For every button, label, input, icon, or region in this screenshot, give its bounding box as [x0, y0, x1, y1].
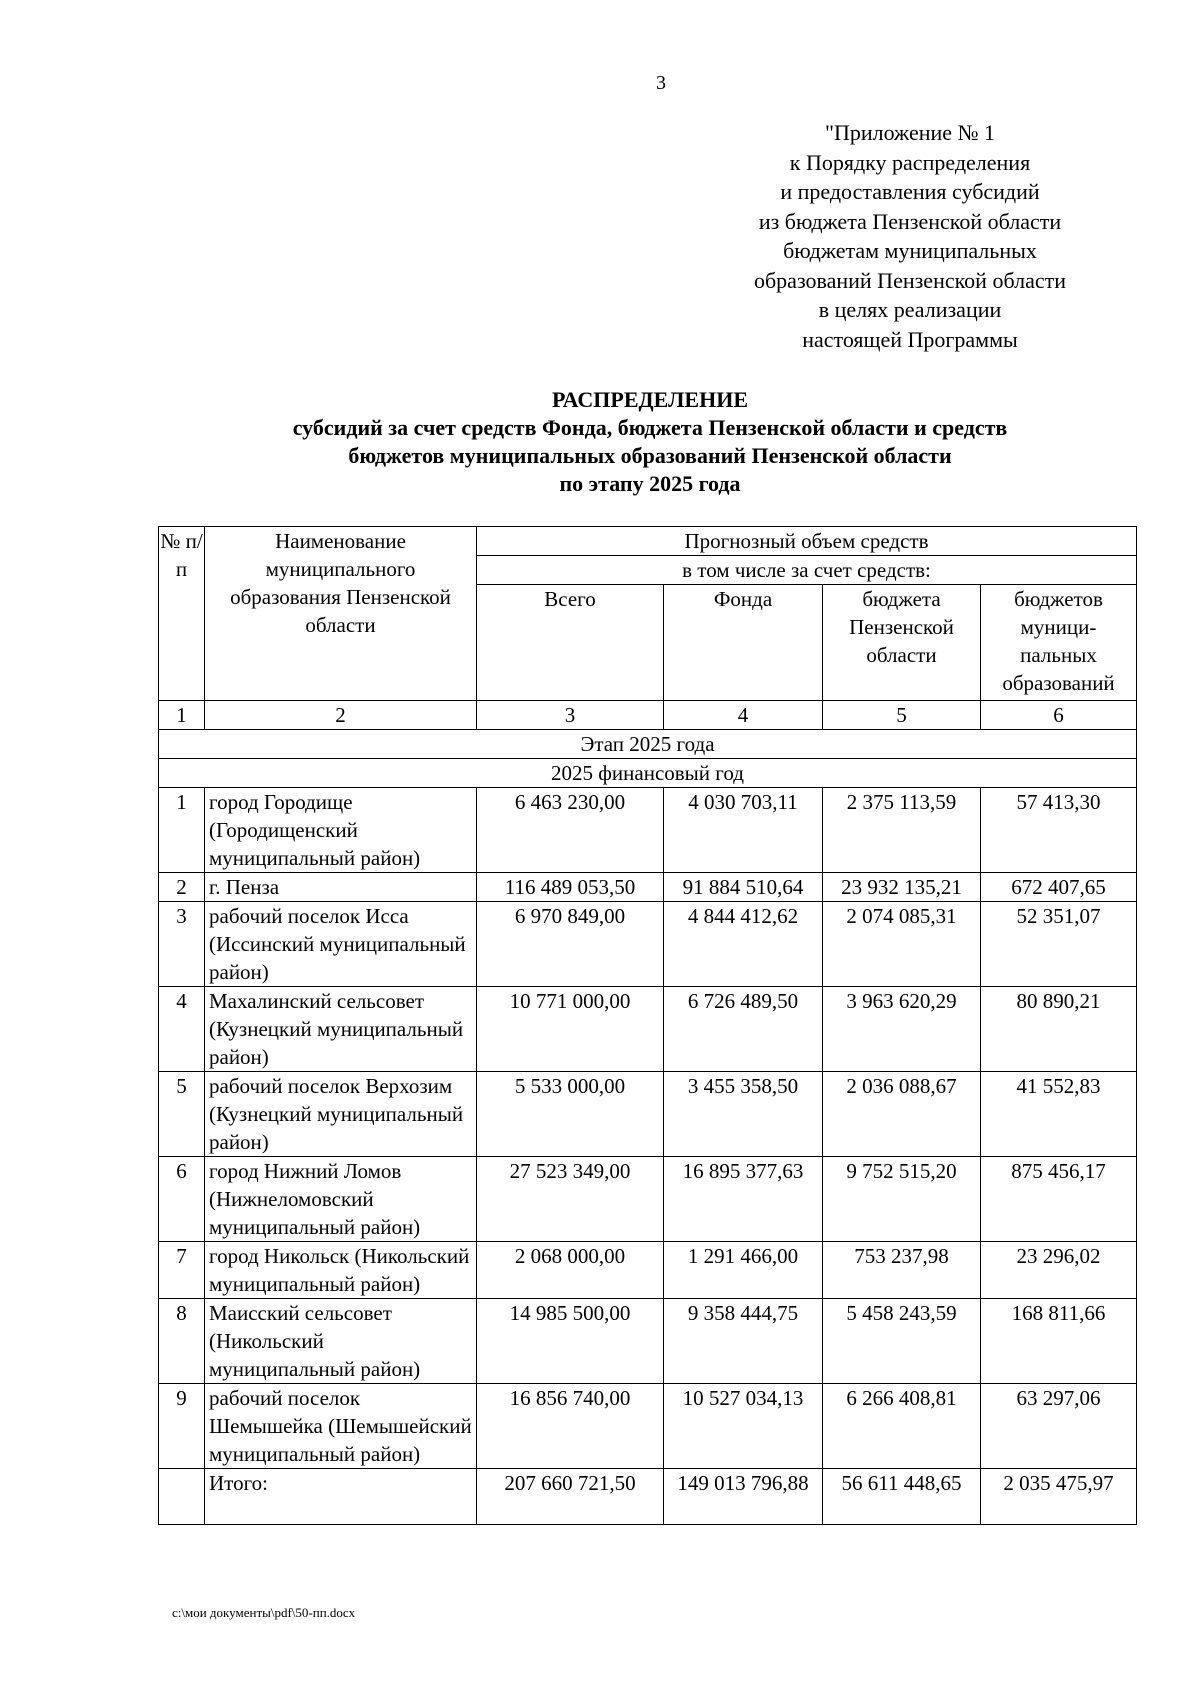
row-number: 3	[159, 902, 205, 987]
column-number: 4	[664, 701, 823, 730]
row-number: 7	[159, 1242, 205, 1299]
header-regional-budget: бюджета Пензенской области	[823, 585, 981, 701]
column-number: 3	[477, 701, 664, 730]
row-number: 6	[159, 1157, 205, 1242]
amount-fund: 91 884 510,64	[664, 873, 823, 902]
amount-municipal: 80 890,21	[981, 987, 1137, 1072]
document-title	[150, 386, 1150, 498]
annex-line: из бюджета Пензенской области	[758, 208, 1062, 234]
amount-regional: 9 752 515,20	[823, 1157, 981, 1242]
amount-total: 2 068 000,00	[477, 1242, 664, 1299]
table-row	[159, 987, 1137, 1072]
row-number: 2	[159, 873, 205, 902]
row-number: 8	[159, 1299, 205, 1384]
municipality-name: город Нижний Ломов (Нижнеломовский муниципальный район)	[205, 1157, 477, 1242]
total-amount-regional: 56 611 448,65	[823, 1469, 981, 1525]
table-row	[159, 1072, 1137, 1157]
year-row	[159, 759, 1137, 788]
title-line: бюджетов муниципальных образований Пензенской области	[348, 443, 952, 468]
distribution-table	[158, 526, 1137, 1525]
amount-regional: 753 237,98	[823, 1242, 981, 1299]
total-row	[159, 1469, 1137, 1525]
amount-municipal: 23 296,02	[981, 1242, 1137, 1299]
amount-municipal: 875 456,17	[981, 1157, 1137, 1242]
annex-reference	[730, 118, 1090, 354]
table-row	[159, 1242, 1137, 1299]
municipality-name: г. Пенза	[205, 873, 477, 902]
header-fund: Фонда	[664, 585, 823, 701]
amount-municipal: 57 413,30	[981, 788, 1137, 873]
amount-total: 5 533 000,00	[477, 1072, 664, 1157]
column-number: 1	[159, 701, 205, 730]
amount-fund: 6 726 489,50	[664, 987, 823, 1072]
amount-regional: 2 375 113,59	[823, 788, 981, 873]
table-row	[159, 1157, 1137, 1242]
municipality-name: рабочий поселок Верхозим (Кузнецкий муниципальный район)	[205, 1072, 477, 1157]
amount-municipal: 63 297,06	[981, 1384, 1137, 1469]
amount-total: 10 771 000,00	[477, 987, 664, 1072]
header-including: в том числе за счет средств:	[477, 556, 1137, 585]
header-forecast: Прогнозный объем средств	[477, 527, 1137, 556]
total-amount-municipal: 2 035 475,97	[981, 1469, 1137, 1525]
amount-regional: 23 932 135,21	[823, 873, 981, 902]
header-number: № п/п	[159, 527, 205, 701]
municipality-name: Маисский сельсовет (Никольский муниципальный район)	[205, 1299, 477, 1384]
amount-regional: 3 963 620,29	[823, 987, 981, 1072]
amount-regional: 5 458 243,59	[823, 1299, 981, 1384]
annex-line: "Приложение № 1	[824, 120, 996, 145]
amount-fund: 9 358 444,75	[664, 1299, 823, 1384]
amount-municipal: 672 407,65	[981, 873, 1137, 902]
amount-fund: 16 895 377,63	[664, 1157, 823, 1242]
header-municipality: Наименование муниципального образования Пензенской области	[205, 527, 477, 701]
column-number: 5	[823, 701, 981, 730]
amount-municipal: 168 811,66	[981, 1299, 1137, 1384]
amount-municipal: 41 552,83	[981, 1072, 1137, 1157]
page-number: 3	[656, 72, 666, 94]
total-amount-fund: 149 013 796,88	[664, 1469, 823, 1525]
stage-row	[159, 730, 1137, 759]
row-number: 1	[159, 788, 205, 873]
annex-line: в целях реализации	[818, 297, 1002, 322]
annex-line: и предоставления субсидий	[780, 179, 1040, 204]
municipality-name: рабочий поселок Исса (Иссинский муниципальный район)	[205, 902, 477, 987]
header-row	[159, 527, 1137, 556]
amount-fund: 4 844 412,62	[664, 902, 823, 987]
column-number: 6	[981, 701, 1137, 730]
row-number: 5	[159, 1072, 205, 1157]
annex-line: к Порядку распределения	[789, 149, 1031, 175]
amount-regional: 2 036 088,67	[823, 1072, 981, 1157]
row-number: 4	[159, 987, 205, 1072]
municipality-name: рабочий поселок Шемышейка (Шемышейский муниципальный район)	[205, 1384, 477, 1469]
amount-total: 116 489 053,50	[477, 873, 664, 902]
year-label: 2025 финансовый год	[159, 759, 1137, 788]
table-row	[159, 902, 1137, 987]
municipality-name: город Городище (Городищенский муниципальный район)	[205, 788, 477, 873]
amount-regional: 6 266 408,81	[823, 1384, 981, 1469]
header-municipal-budgets: бюджетов муници-пальных образований	[981, 585, 1137, 701]
title-line: по этапу 2025 года	[559, 471, 741, 496]
column-number: 2	[205, 701, 477, 730]
annex-line: образований Пензенской области	[753, 267, 1066, 293]
total-amount-total: 207 660 721,50	[477, 1469, 664, 1525]
amount-fund: 10 527 034,13	[664, 1384, 823, 1469]
total-label: Итого:	[205, 1469, 477, 1525]
amount-total: 16 856 740,00	[477, 1384, 664, 1469]
amount-regional: 2 074 085,31	[823, 902, 981, 987]
annex-line: бюджетам муниципальных	[783, 238, 1037, 263]
amount-total: 6 970 849,00	[477, 902, 664, 987]
amount-fund: 1 291 466,00	[664, 1242, 823, 1299]
amount-fund: 3 455 358,50	[664, 1072, 823, 1157]
title-heading: РАСПРЕДЕЛЕНИЕ	[551, 387, 748, 412]
amount-total: 27 523 349,00	[477, 1157, 664, 1242]
municipality-name: Махалинский сельсовет (Кузнецкий муниципальный район)	[205, 987, 477, 1072]
table-row	[159, 1299, 1137, 1384]
title-line: субсидий за счет средств Фонда, бюджета Пензенской области и средств	[292, 415, 1008, 440]
column-number-row	[159, 701, 1137, 730]
header-total: Всего	[477, 585, 664, 701]
amount-municipal: 52 351,07	[981, 902, 1137, 987]
stage-label: Этап 2025 года	[159, 730, 1137, 759]
file-path-footer: c:\мои документы\pdf\50-пп.docx	[172, 1605, 356, 1620]
table-row	[159, 788, 1137, 873]
annex-line: настоящей Программы	[802, 326, 1018, 352]
amount-fund: 4 030 703,11	[664, 788, 823, 873]
municipality-name: город Никольск (Никольский муниципальный район)	[205, 1242, 477, 1299]
total-row-number	[159, 1469, 205, 1525]
row-number: 9	[159, 1384, 205, 1469]
table-row	[159, 1384, 1137, 1469]
table-row	[159, 873, 1137, 902]
amount-total: 6 463 230,00	[477, 788, 664, 873]
amount-total: 14 985 500,00	[477, 1299, 664, 1384]
